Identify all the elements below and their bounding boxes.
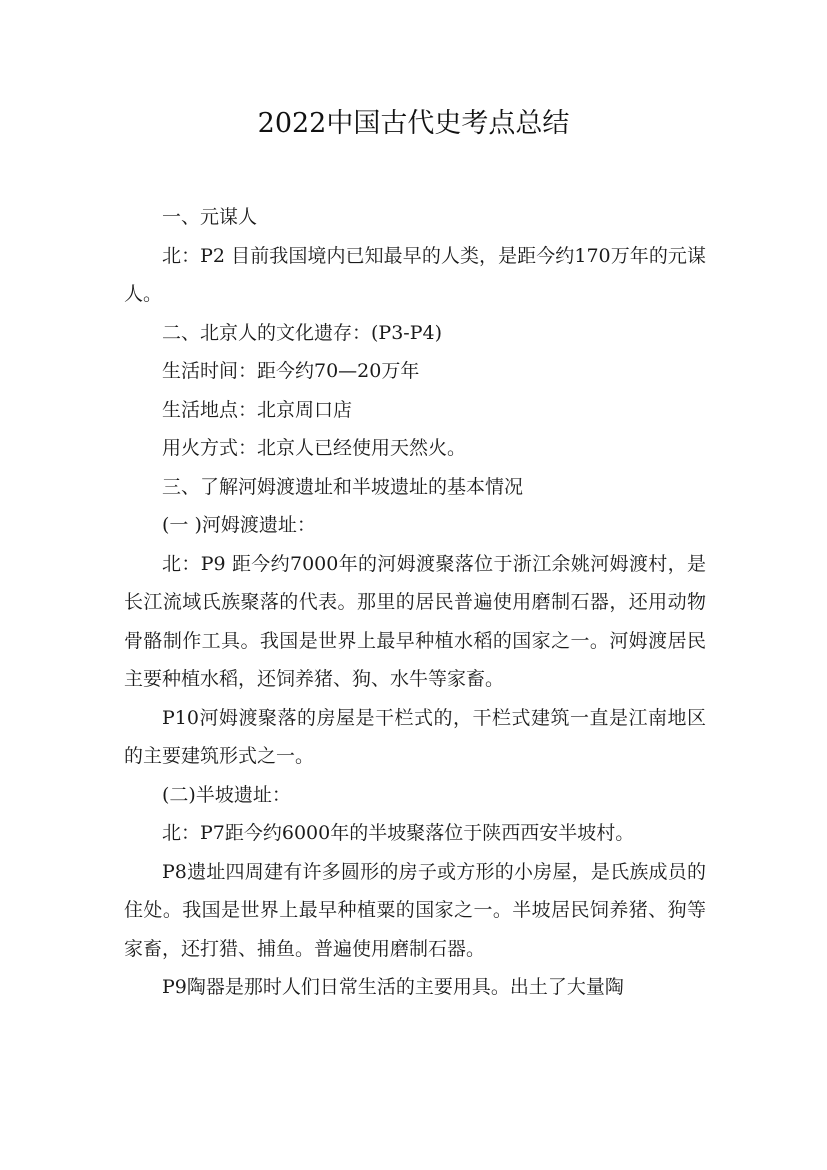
document-title: 2022中国古代史考点总结 [257,108,570,139]
paragraph: 北：P2 目前我国境内已知最早的人类，是距今约170万年的元谋人。 [124,244,706,305]
paragraph: 用火方式：北京人已经使用天然火。 [162,437,467,459]
paragraph: 生活时间：距今约70—20万年 [162,360,420,382]
paragraph: 北：P9 距今约7000年的河姆渡聚落位于浙江余姚河姆渡村，是长江流域氏族聚落的代表。那里的居民普遍使用磨制石器，还用动物骨骼制作工具。我国是世界上最早种植水稻的国家之一。河姆渡居民主要种植水稻，还饲养猪、狗、水牛等家畜。 [124,552,706,690]
paragraph-section-3-heading: 三、了解河姆渡遗址和半坡遗址的基本情况 [162,475,524,498]
paragraph: 北：P7距今约6000年的半坡聚落位于陕西西安半坡村。 [162,822,635,844]
paragraph-section-2-heading: 二、北京人的文化遗存：(P3-P4) [162,321,442,344]
paragraph-subheading: (二)半坡遗址： [162,783,291,806]
document-body [124,198,706,1007]
paragraph: P9陶器是那时人们日常生活的主要用具。出土了大量陶 [162,976,624,998]
paragraph: P8遗址四周建有许多圆形的房子或方形的小房屋，是氏族成员的住处。我国是世界上最早种植粟的国家之一。半坡居民饲养猪、狗等家畜，还打猎、捕鱼。普遍使用磨制石器。 [124,860,706,960]
paragraph: P10河姆渡聚落的房屋是干栏式的，干栏式建筑一直是江南地区的主要建筑形式之一。 [124,706,706,767]
paragraph-section-1-heading: 一、元谋人 [162,206,258,228]
paragraph: 生活地点：北京周口店 [162,398,353,421]
paragraph-subheading: (一 )河姆渡遗址： [162,514,316,536]
